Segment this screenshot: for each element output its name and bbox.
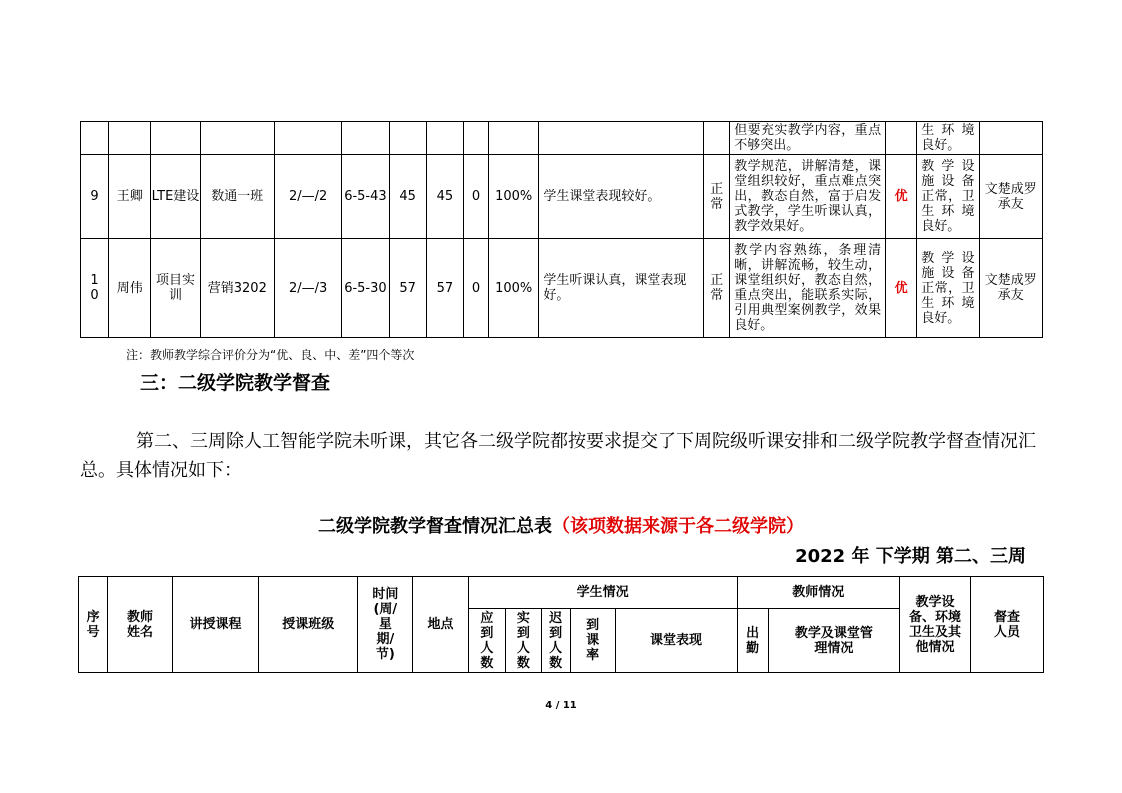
teaching-cell: 但要充实教学内容，重点不够突出。 (730, 122, 886, 155)
environment-cell: 生 环 境 良好。 (917, 122, 979, 155)
data-source-note: （该项数据来源于各二级学院） (552, 516, 804, 537)
time-slot: 2/—/2 (274, 155, 341, 239)
table-row-partial (81, 122, 1043, 155)
summary-title-text: 二级学院教学督查情况汇总表 (318, 516, 552, 537)
time-slot: 2/—/3 (274, 239, 341, 338)
teacher-attendance: 正常 (704, 239, 730, 338)
present-count: 57 (426, 239, 463, 338)
row-number: 9 (81, 155, 109, 239)
classroom-performance: 学生课堂表现较好。 (539, 155, 704, 239)
body-paragraph: 第二、三周除人工智能学院未听课，其它各二级学院都按要求提交了下周院级听课安排和二级学院教学督查情况汇总。具体情况如下： (80, 431, 1036, 481)
header-time: 时间(周/星期/节) (358, 577, 413, 673)
teacher-attendance: 正常 (704, 155, 730, 239)
teacher-name: 周伟 (109, 239, 151, 338)
header-supervisors: 督查人员 (970, 577, 1043, 673)
teacher-name: 王卿 (109, 155, 151, 239)
supervision-detail-table (80, 121, 1043, 338)
supervisors: 文楚成罗承友 (979, 239, 1042, 338)
header-teaching: 教学及课堂管理情况 (768, 609, 899, 673)
section-heading: 三：二级学院教学督查 (140, 372, 331, 394)
page-number: 4 / 11 (545, 700, 577, 711)
location: 6-5-43 (342, 155, 389, 239)
grade-badge: 优 (886, 239, 917, 338)
location: 6-5-30 (342, 239, 389, 338)
attendance-rate: 100% (489, 155, 539, 239)
header-environment: 教学设备、环境卫生及其他情况 (900, 577, 971, 673)
header-teacher: 教师姓名 (108, 577, 173, 673)
header-place: 地点 (413, 577, 468, 673)
grade-badge: 优 (886, 155, 917, 239)
classroom-performance: 学生听课认真，课堂表现好。 (539, 239, 704, 338)
header-no: 序号 (79, 577, 108, 673)
row-number: 10 (81, 239, 109, 338)
course-name: LTE建设 (151, 155, 200, 239)
header-late: 迟到人数 (541, 609, 570, 673)
table-row (81, 239, 1043, 338)
class-name: 营销3202 (200, 239, 274, 338)
grading-note: 注：教师教学综合评价分为“优、良、中、差”四个等次 (126, 348, 415, 362)
header-teacher-group: 教师情况 (737, 577, 900, 609)
header-classroom: 课堂表现 (615, 609, 737, 673)
teaching-cell: 教学内容熟练，条理清晰，讲解流畅，较生动，课堂组织好，教态自然，重点突出，能联系实际，引用典型案例教学，效果良好。 (730, 239, 886, 338)
header-class: 授课班级 (259, 577, 358, 673)
summary-table-header (78, 576, 1044, 673)
table-row (81, 155, 1043, 239)
expected-count: 45 (389, 155, 426, 239)
late-count: 0 (463, 155, 488, 239)
header-expected: 应到人数 (468, 609, 506, 673)
summary-table-title (0, 512, 1122, 538)
teaching-cell: 教学规范，讲解清楚，课堂组织较好，重点难点突出，教态自然，富于启发式教学，学生听课认真，教学效果好。 (730, 155, 886, 239)
term-label: 2022 年 下学期 第二、三周 (795, 546, 1026, 567)
course-name: 项目实训 (151, 239, 200, 338)
supervisors: 文楚成罗承友 (979, 155, 1042, 239)
header-attendance: 出勤 (737, 609, 768, 673)
attendance-rate: 100% (489, 239, 539, 338)
late-count: 0 (463, 239, 488, 338)
header-rate: 到课率 (570, 609, 615, 673)
environment-cell: 教 学 设 施 设 备 正常，卫 生 环 境 良好。 (917, 239, 979, 338)
environment-cell: 教 学 设 施 设 备 正常，卫 生 环 境 良好。 (917, 155, 979, 239)
header-student-group: 学生情况 (468, 577, 737, 609)
present-count: 45 (426, 155, 463, 239)
header-course: 讲授课程 (172, 577, 258, 673)
header-present: 实到人数 (506, 609, 541, 673)
expected-count: 57 (389, 239, 426, 338)
class-name: 数通一班 (200, 155, 274, 239)
